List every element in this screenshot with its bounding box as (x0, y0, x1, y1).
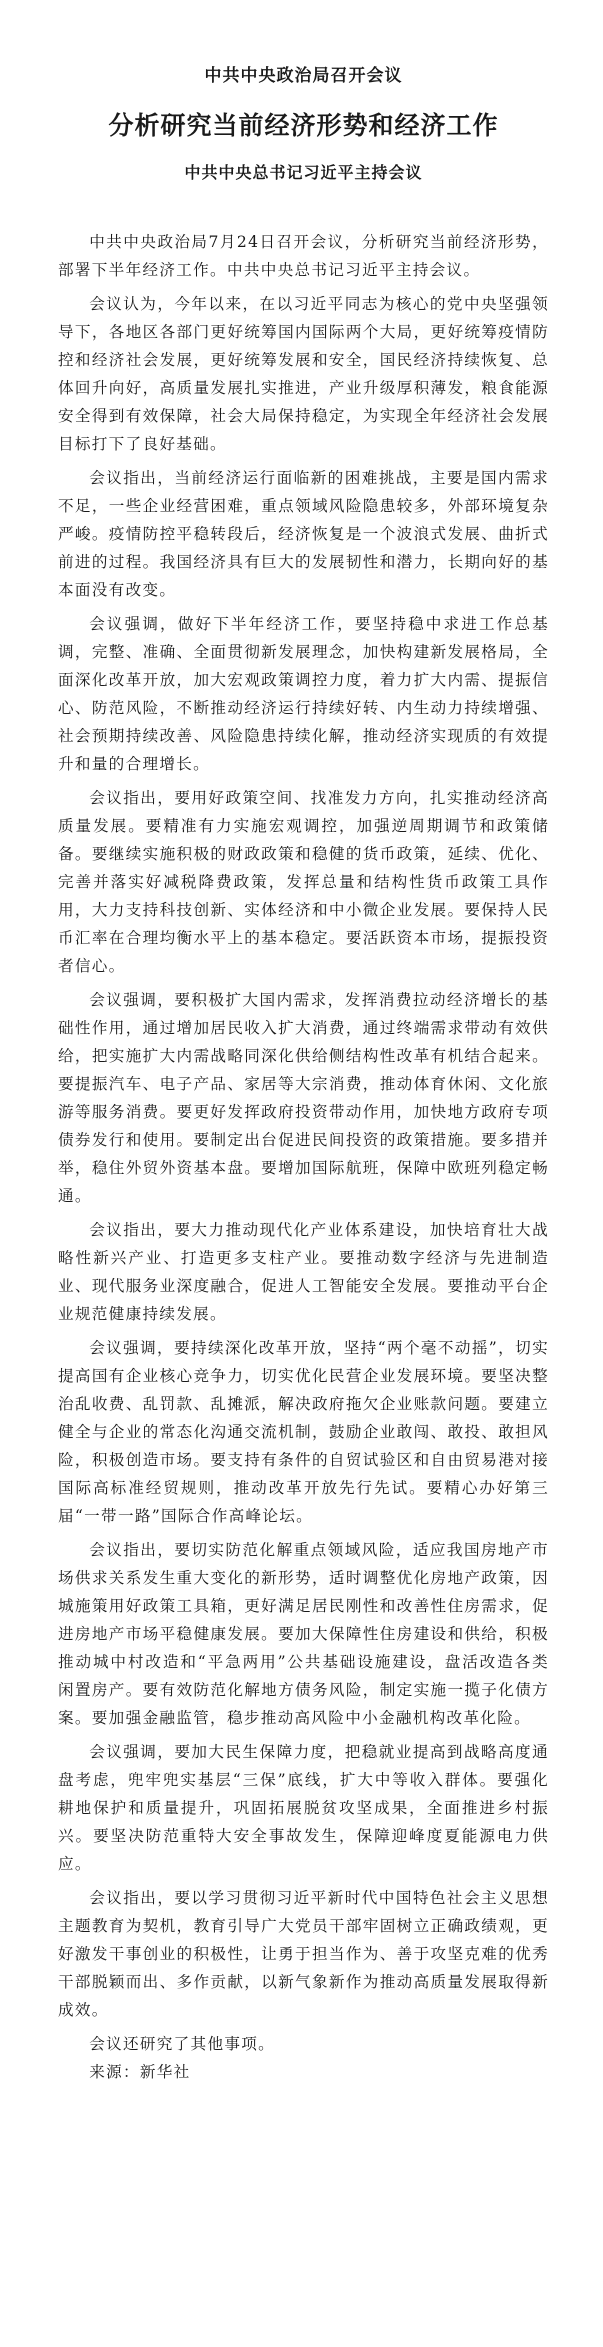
body-paragraph-5: 会议指出，要用好政策空间、找准发力方向，扎实推动经济高质量发展。要精准有力实施宏观调控，加强逆周期调节和政策储备。要继续实施积极的财政政策和稳健的货币政策，延续、优化、完善并落实好减税降费政策，发挥总量和结构性货币政策工具作用，大力支持科技创新、实体经济和中小微企业发展。要保持人民币汇率在合理均衡水平上的基本稳定。要活跃资本市场，提振投资者信心。 (58, 789, 549, 975)
body-paragraph-9: 会议指出，要切实防范化解重点领域风险，适应我国房地产市场供求关系发生重大变化的新形势，适时调整优化房地产政策，因城施策用好政策工具箱，更好满足居民刚性和改善性住房需求，促进房地产市场平稳健康发展。要加大保障性住房建设和供给，积极推动城中村改造和“平急两用”公共基础设施建设，盘活改造各类闲置房产。要有效防范化解地方债务风险，制定实施一揽子化债方案。要加强金融监管，稳步推动高风险中小金融机构改革化险。 (58, 1541, 549, 1727)
article-header (58, 0, 549, 184)
body-paragraph-4: 会议强调，做好下半年经济工作，要坚持稳中求进工作总基调，完整、准确、全面贯彻新发展理念，加快构建新发展格局，全面深化改革开放，加大宏观政策调控力度，着力扩大内需、提振信心、防范风险，不断推动经济运行持续好转、内生动力持续增强、社会预期持续改善、风险隐患持续化解，推动经济实现质的有效提升和量的合理增长。 (58, 615, 549, 773)
body-paragraph-1: 中共中央政治局7月24日召开会议，分析研究当前经济形势，部署下半年经济工作。中共中央总书记习近平主持会议。 (58, 233, 549, 279)
article-title: 分析研究当前经济形势和经济工作 (108, 111, 499, 140)
body-paragraph-6: 会议强调，要积极扩大国内需求，发挥消费拉动经济增长的基础性作用，通过增加居民收入扩大消费，通过终端需求带动有效供给，把实施扩大内需战略同深化供给侧结构性改革有机结合起来。要提振汽车、电子产品、家居等大宗消费，推动体育休闲、文化旅游等服务消费。要更好发挥政府投资带动作用，加快地方政府专项债券发行和使用。要制定出台促进民间投资的政策措施。要多措并举，稳住外贸外资基本盘。要增加国际航班，保障中欧班列稳定畅通。 (58, 991, 549, 1205)
body-paragraph-8: 会议强调，要持续深化改革开放，坚持“两个毫不动摇”，切实提高国有企业核心竞争力，切实优化民营企业发展环境。要坚决整治乱收费、乱罚款、乱摊派，解决政府拖欠企业账款问题。要建立健全与企业的常态化沟通交流机制，鼓励企业敢闯、敢投、敢担风险，积极创造市场。要支持有条件的自贸试验区和自由贸易港对接国际高标准经贸规则，推动改革开放先行先试。要精心办好第三届“一带一路”国际合作高峰论坛。 (58, 1339, 549, 1525)
source-line: 来源：新华社 (89, 2063, 191, 2081)
body-paragraph-7: 会议指出，要大力推动现代化产业体系建设，加快培育壮大战略性新兴产业、打造更多支柱产业。要推动数字经济与先进制造业、现代服务业深度融合，促进人工智能安全发展。要推动平台企业规范健康持续发展。 (58, 1221, 549, 1323)
body-paragraph-3: 会议指出，当前经济运行面临新的困难挑战，主要是国内需求不足，一些企业经营困难，重点领域风险隐患较多，外部环境复杂严峻。疫情防控平稳转段后，经济恢复是一个波浪式发展、曲折式前进的过程。我国经济具有巨大的发展韧性和潜力，长期向好的基本面没有改变。 (58, 469, 549, 599)
article-kicker: 中共中央政治局召开会议 (204, 66, 403, 86)
closing-note: 会议还研究了其他事项。 (89, 2035, 276, 2053)
body-paragraph-11: 会议指出，要以学习贯彻习近平新时代中国特色社会主义思想主题教育为契机，教育引导广大党员干部牢固树立正确政绩观，更好激发干事创业的积极性，让勇于担当作为、善于攻坚克难的优秀干部脱颖而出、多作贡献，以新气象新作为推动高质量发展取得新成效。 (58, 1889, 549, 2019)
body-paragraph-10: 会议强调，要加大民生保障力度，把稳就业提高到战略高度通盘考虑，兜牢兜实基层“三保”底线，扩大中等收入群体。要强化耕地保护和质量提升，巩固拓展脱贫攻坚成果，全面推进乡村振兴。要坚决防范重特大安全事故发生，保障迎峰度夏能源电力供应。 (58, 1743, 549, 1873)
article-subtitle: 中共中央总书记习近平主持会议 (184, 163, 423, 182)
body-paragraph-2: 会议认为，今年以来，在以习近平同志为核心的党中央坚强领导下，各地区各部门更好统筹国内国际两个大局，更好统筹疫情防控和经济社会发展，更好统筹发展和安全，国民经济持续恢复、总体回升向好，高质量发展扎实推进，产业升级厚积薄发，粮食能源安全得到有效保障，社会大局保持稳定，为实现全年经济社会发展目标打下了良好基础。 (58, 295, 549, 453)
article-body (58, 228, 549, 2086)
